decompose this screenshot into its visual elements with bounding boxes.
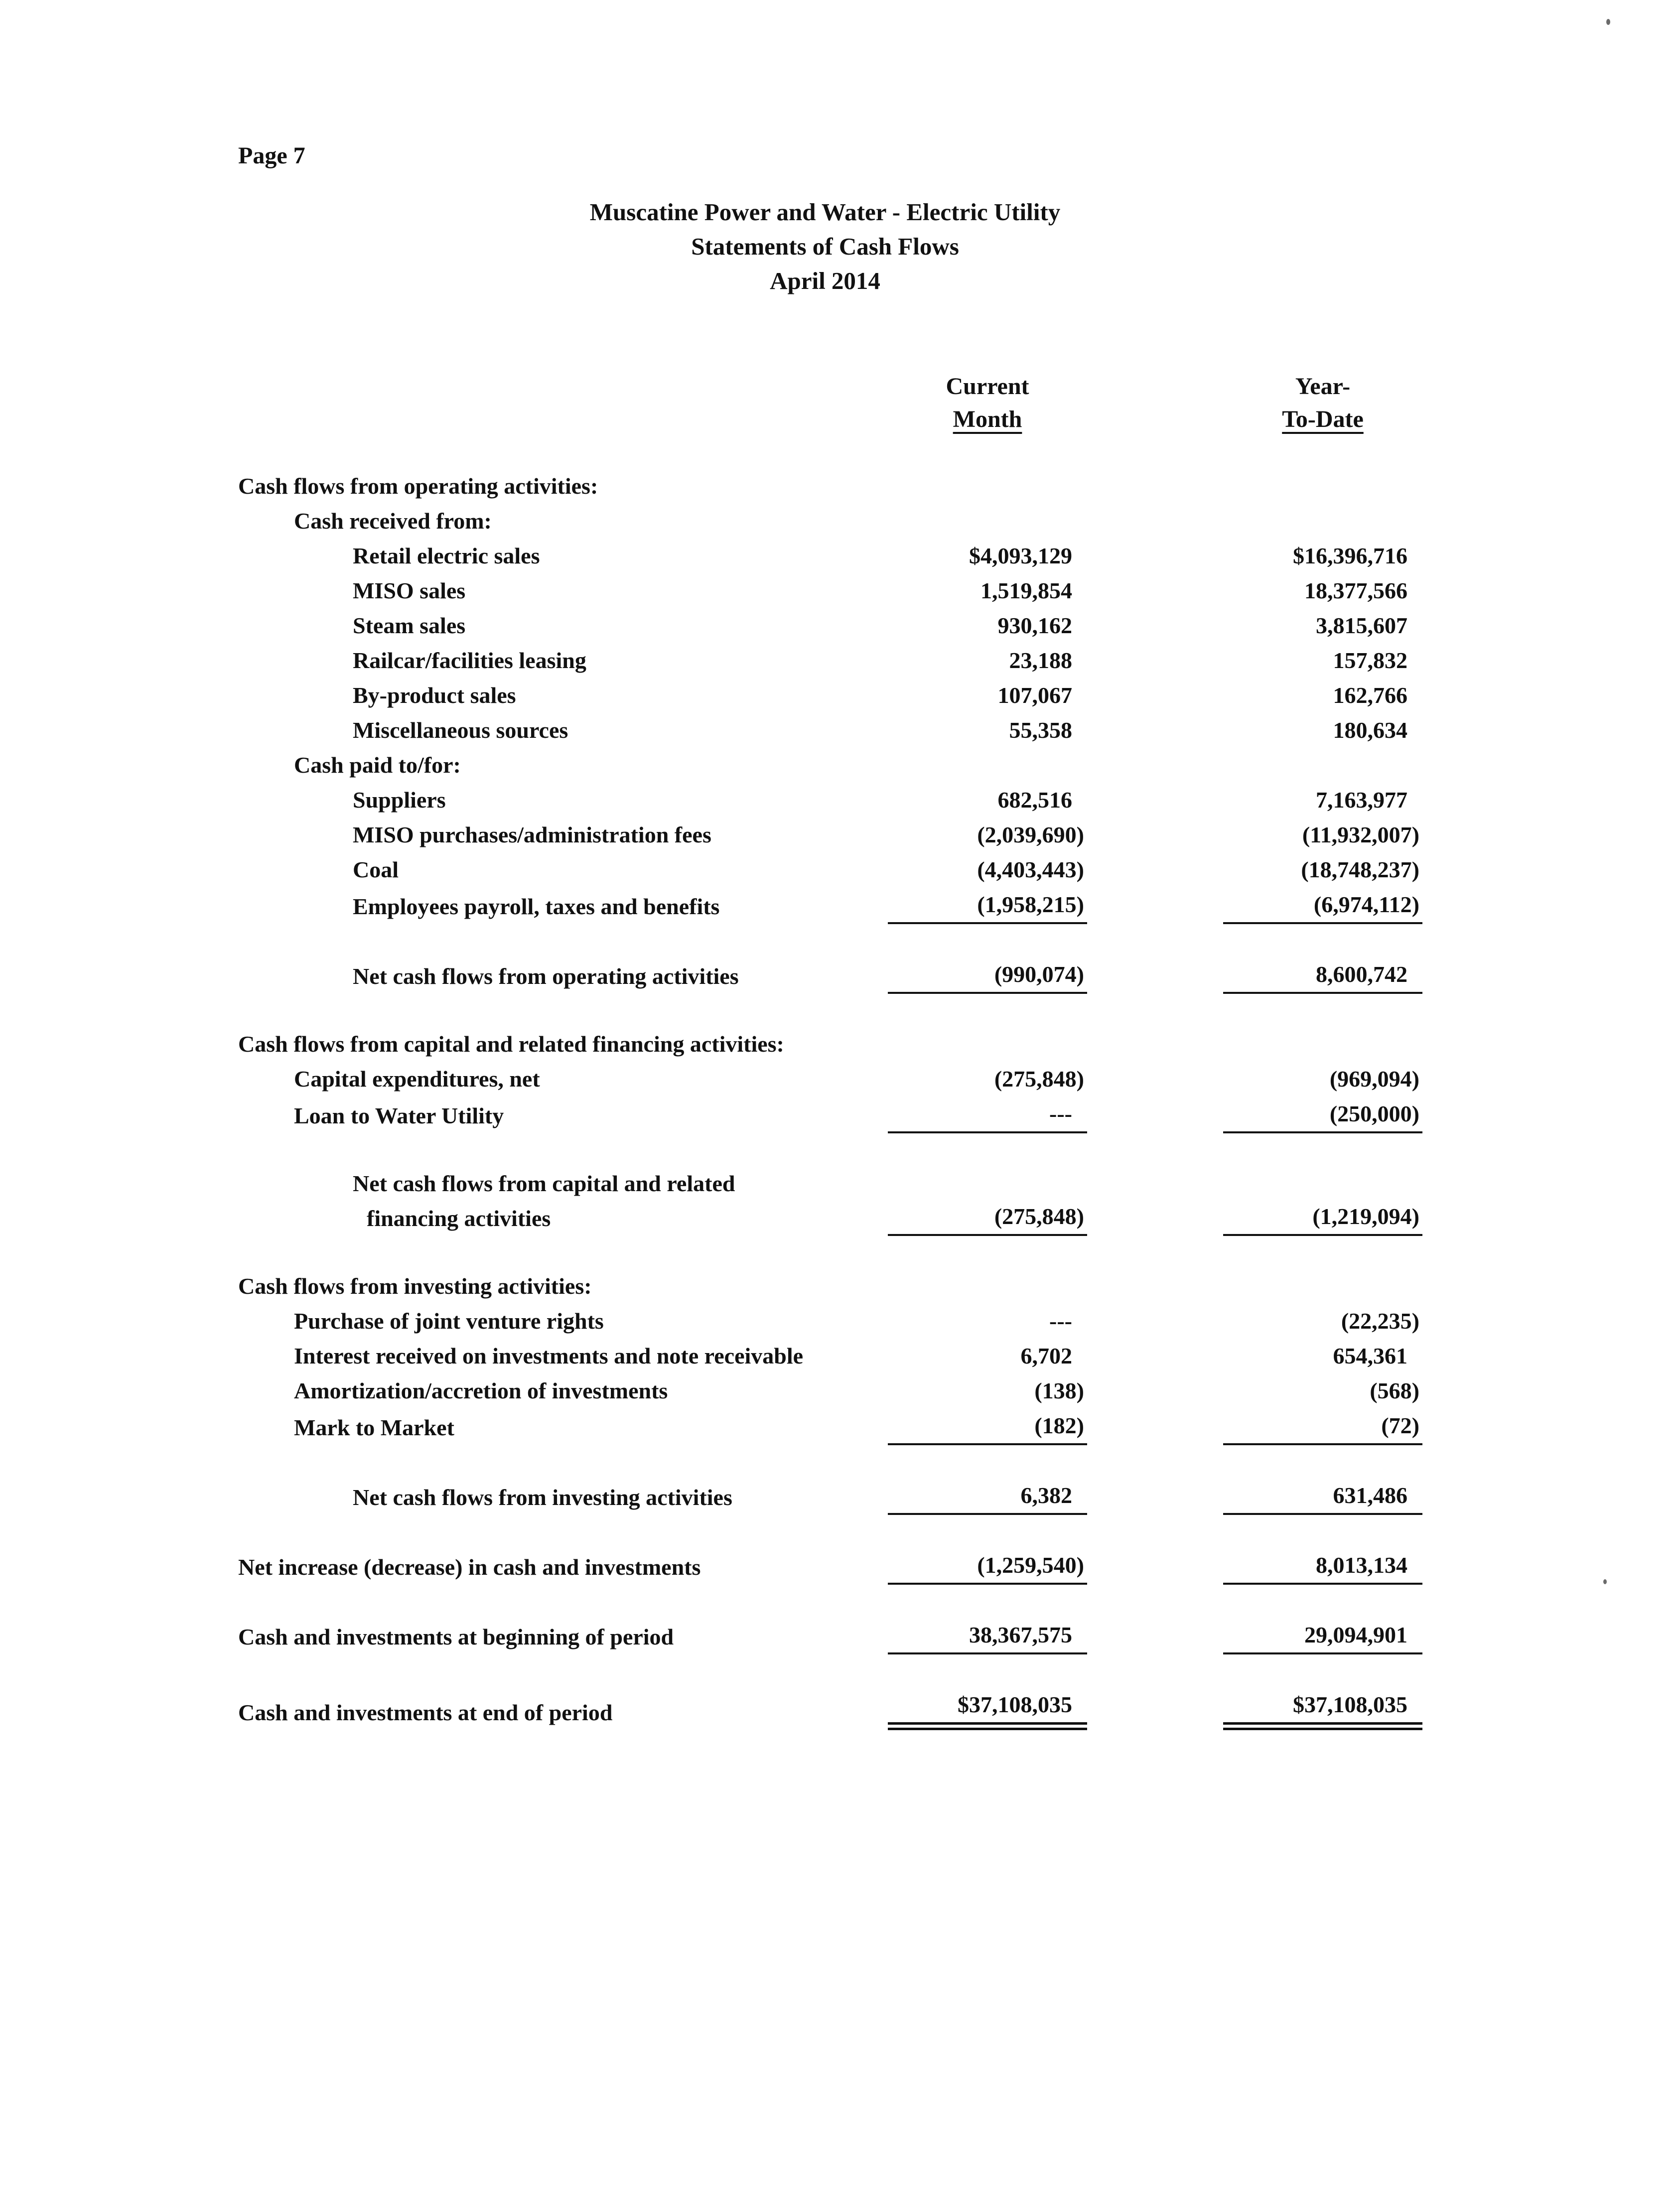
statement-row (238, 643, 1422, 678)
current-month-value: (275,848) (994, 1066, 1084, 1092)
page-number: Page 7 (238, 142, 305, 169)
row-label-line2: financing activities (367, 1206, 551, 1231)
statement-row (238, 1027, 1422, 1062)
statement-row (238, 887, 1422, 924)
year-to-date-value: 8,013,134 (1223, 1548, 1422, 1585)
year-to-date-value: 3,815,607 (1316, 613, 1407, 638)
year-to-date-value: 180,634 (1333, 717, 1407, 743)
row-label: Cash and investments at end of period (238, 1700, 613, 1725)
current-month-header (888, 370, 1087, 436)
statement-row (238, 1304, 1422, 1339)
year-to-date-value: (18,748,237) (1301, 857, 1419, 882)
current-month-value: --- (1049, 1308, 1072, 1334)
year-to-date-value: 631,486 (1223, 1478, 1422, 1515)
row-label-line1: Net cash flows from capital and related (353, 1171, 735, 1196)
statement-row (238, 573, 1422, 608)
current-month-value: 6,702 (1020, 1343, 1072, 1368)
year-to-date-value: 654,361 (1333, 1343, 1407, 1368)
row-label: Suppliers (353, 787, 446, 813)
current-month-value: (2,039,690) (977, 822, 1084, 847)
document-subtitle: Statements of Cash Flows (691, 233, 959, 260)
statement-row (238, 1373, 1422, 1408)
scan-artifact (1603, 1579, 1607, 1584)
document-title-block (0, 195, 1665, 298)
current-month-value: (1,259,540) (888, 1548, 1087, 1585)
current-month-value: 38,367,575 (888, 1618, 1087, 1654)
current-month-value: --- (888, 1096, 1087, 1133)
current-month-header-line2: Month (953, 406, 1022, 432)
statement-row (238, 504, 1422, 539)
year-to-date-value: 18,377,566 (1304, 578, 1407, 603)
current-month-value: 930,162 (997, 613, 1072, 638)
year-to-date-value: (22,235) (1341, 1308, 1419, 1334)
statement-row (238, 1096, 1422, 1133)
row-label: Coal (353, 857, 399, 882)
statement-row (238, 1478, 1422, 1515)
current-month-value: 107,067 (997, 683, 1072, 708)
current-month-value: 55,358 (1009, 717, 1072, 743)
row-label: Net cash flows from operating activities (353, 963, 739, 989)
row-label: Employees payroll, taxes and benefits (353, 894, 720, 919)
statement-row (238, 539, 1422, 573)
statement-row (238, 957, 1422, 994)
statement-row (238, 1062, 1422, 1096)
year-to-date-header (1223, 370, 1422, 436)
year-to-date-value: (11,932,007) (1302, 822, 1419, 847)
current-month-value: 6,382 (888, 1478, 1087, 1515)
current-month-value: $4,093,129 (969, 543, 1072, 568)
year-to-date-value: (72) (1223, 1408, 1422, 1445)
year-to-date-value: (568) (1370, 1378, 1419, 1403)
row-label: Retail electric sales (353, 543, 540, 568)
year-to-date-value: (250,000) (1223, 1096, 1422, 1133)
row-label: Cash paid to/for: (294, 752, 461, 778)
statement-row (238, 852, 1422, 887)
row-label: Cash flows from capital and related financing activities: (238, 1031, 784, 1057)
row-label: Steam sales (353, 613, 466, 638)
row-label: Purchase of joint venture rights (294, 1308, 604, 1334)
row-label: Mark to Market (294, 1415, 454, 1440)
document-date: April 2014 (770, 267, 880, 294)
row-label: Cash received from: (294, 508, 492, 534)
row-label: By-product sales (353, 683, 516, 708)
current-month-value: (275,848) (888, 1199, 1087, 1236)
row-label: Cash flows from investing activities: (238, 1273, 592, 1299)
statement-row (238, 678, 1422, 713)
row-label: MISO sales (353, 578, 466, 603)
row-label: Amortization/accretion of investments (294, 1378, 668, 1403)
year-to-date-value: 29,094,901 (1223, 1618, 1422, 1654)
row-label: Capital expenditures, net (294, 1066, 540, 1092)
statement-row (238, 1339, 1422, 1373)
year-to-date-value: $37,108,035 (1223, 1687, 1422, 1730)
statement-row (238, 1269, 1422, 1304)
row-label: Loan to Water Utility (294, 1103, 504, 1128)
row-label: Net increase (decrease) in cash and investments (238, 1554, 701, 1580)
row-label: MISO purchases/administration fees (353, 822, 711, 847)
year-to-date-value: 8,600,742 (1223, 957, 1422, 994)
statement-row (238, 748, 1422, 783)
statement-row (238, 469, 1422, 504)
statement-row (238, 1408, 1422, 1445)
year-to-date-header-line1: Year- (1295, 373, 1351, 400)
year-to-date-value: (969,094) (1329, 1066, 1419, 1092)
statement-row (238, 1166, 1422, 1236)
statement-row (238, 1548, 1422, 1585)
current-month-value: $37,108,035 (888, 1687, 1087, 1730)
current-month-value: 1,519,854 (980, 578, 1072, 603)
row-label: Railcar/facilities leasing (353, 648, 586, 673)
year-to-date-value: 157,832 (1333, 648, 1407, 673)
current-month-value: (182) (888, 1408, 1087, 1445)
year-to-date-header-line2: To-Date (1282, 406, 1364, 432)
current-month-value: (1,958,215) (888, 887, 1087, 924)
year-to-date-value: (6,974,112) (1223, 887, 1422, 924)
statement-content (238, 370, 1422, 1730)
row-label (238, 1166, 888, 1236)
year-to-date-value: (1,219,094) (1223, 1199, 1422, 1236)
statement-row (238, 1618, 1422, 1654)
row-label: Cash and investments at beginning of period (238, 1624, 674, 1649)
current-month-header-line1: Current (946, 373, 1029, 400)
statement-rows (238, 469, 1422, 1730)
scan-artifact (1606, 19, 1610, 25)
current-month-value: (138) (1034, 1378, 1084, 1403)
year-to-date-value: 7,163,977 (1316, 787, 1407, 813)
current-month-value: 23,188 (1009, 648, 1072, 673)
document-title: Muscatine Power and Water - Electric Utility (589, 198, 1061, 226)
row-label: Miscellaneous sources (353, 717, 568, 743)
year-to-date-value: 162,766 (1333, 683, 1407, 708)
current-month-value: (990,074) (888, 957, 1087, 994)
statement-row (238, 783, 1422, 818)
year-to-date-value: $16,396,716 (1293, 543, 1407, 568)
current-month-value: (4,403,443) (977, 857, 1084, 882)
statement-row (238, 1687, 1422, 1730)
row-label: Interest received on investments and note receivable (294, 1343, 804, 1368)
statement-row (238, 608, 1422, 643)
statement-row (238, 713, 1422, 748)
column-header-row (238, 370, 1422, 436)
row-label: Net cash flows from investing activities (353, 1485, 732, 1510)
statement-row (238, 818, 1422, 852)
current-month-value: 682,516 (997, 787, 1072, 813)
row-label: Cash flows from operating activities: (238, 473, 598, 499)
